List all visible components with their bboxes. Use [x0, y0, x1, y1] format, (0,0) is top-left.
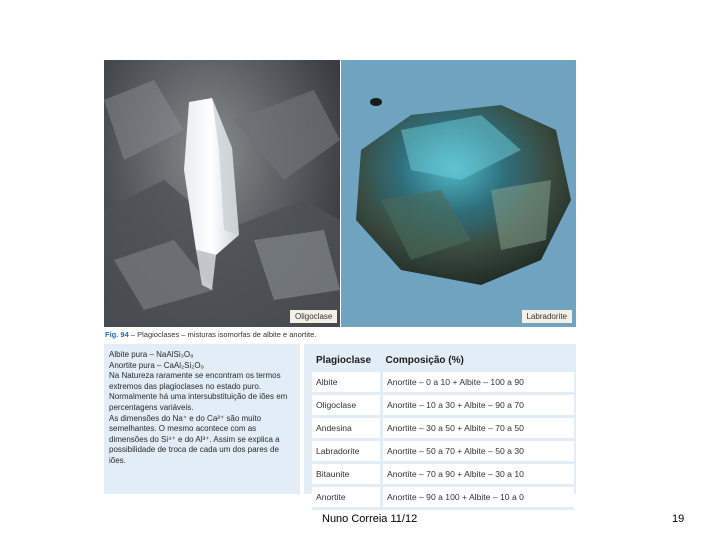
footer-author: Nuno Correia 11/12 [322, 513, 418, 525]
labradorite-label: Labradorite [522, 310, 572, 323]
table-row [312, 440, 574, 463]
row-composition: Anortite – 10 a 30 + Albite – 90 a 70 [382, 394, 575, 417]
table-row [312, 372, 574, 394]
row-name: Oligoclase [312, 394, 382, 417]
header-plagioclase: Plagioclase [316, 354, 372, 366]
row-name: Bitaunite [312, 463, 382, 486]
plagioclase-text-box [104, 344, 300, 494]
row-composition: Anortite – 70 a 90 + Albite – 30 a 10 [382, 463, 575, 486]
row-name: Andesina [312, 417, 382, 440]
page-number: 19 [672, 513, 685, 525]
anortite-formula: Anortite pura – CaAl₂Si₂O₈ [109, 360, 204, 370]
table-row [312, 394, 574, 417]
figure-number: Fig. 94 [105, 330, 129, 339]
header-composition: Composição (%) [385, 354, 464, 366]
figure-caption [105, 330, 316, 339]
plagioclase-table-container [304, 344, 576, 502]
row-composition: Anortite – 50 a 70 + Albite – 50 a 30 [382, 440, 575, 463]
row-composition: Anortite – 0 a 10 + Albite – 100 a 90 [382, 372, 575, 394]
albite-formula: Albite pura – NaAlSi₃O₈ [109, 350, 194, 359]
row-name: Anortite [312, 486, 382, 509]
figure-caption-text: – Plagioclases – misturas isomorfas de albite e anortite. [128, 330, 317, 339]
ion-dimensions-paragraph: As dimensões do Na⁺ e do Ca²⁺ são muito semelhantes. O mesmo acontece com as dimensões do Si⁴⁺ e do Al³⁺. Assim se explica a possibilidade de troca de cada um dos pares de iões. [109, 413, 280, 465]
table-row [312, 486, 574, 509]
table-header-row [312, 348, 574, 372]
oligoclase-label: Oligoclase [290, 310, 337, 323]
row-composition: Anortite – 90 a 100 + Albite – 10 a 0 [382, 486, 575, 509]
oligoclase-illustration [104, 60, 340, 327]
row-composition: Anortite – 30 a 50 + Albite – 70 a 50 [382, 417, 575, 440]
table-row [312, 463, 574, 486]
labradorite-photo [341, 60, 576, 327]
table-row [312, 417, 574, 440]
nature-paragraph: Na Natureza raramente se encontram os termos extremos das plagioclases no estado puro. Normalmente há uma intersubstituição de iões em percentagens variáveis. [109, 371, 288, 412]
row-name: Albite [312, 372, 382, 394]
labradorite-illustration [341, 60, 576, 327]
oligoclase-photo [104, 60, 340, 327]
plagioclase-composition-table [312, 348, 574, 510]
row-name: Labradorite [312, 440, 382, 463]
